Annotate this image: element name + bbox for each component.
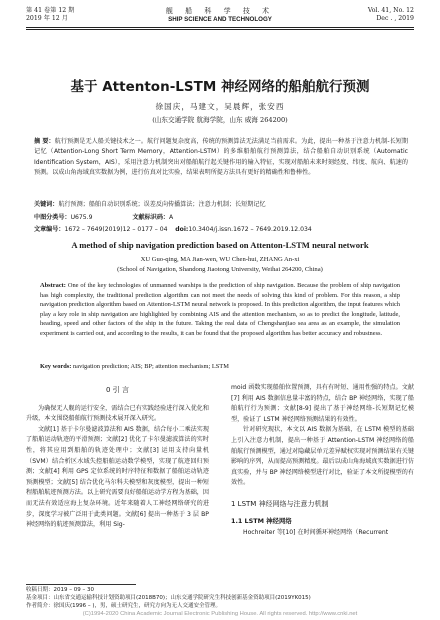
- body-column-right: [231, 383, 414, 539]
- date-cn: 2019 年 12 月: [26, 15, 68, 22]
- doi-value: 10.3404/j.issn.1672 – 7649.2019.12.034: [188, 226, 312, 233]
- abstract-cn-text: 航行预测是无人船关键技术之一。航行问题复杂度高，传统的预测算法无法满足当前需求。为此，提出一种基于注意力机制-长短期记忆（Attention-Long Short Term Memory，Attention-LSTM）的多维船舶航行预测算法，结合船舶自动识别系统（Automatic Identification System，AIS），采用注意力机制突出对船舶航行起关键作用的输入特征，实现对船舶未来时刻经度、纬度、航向、航速的预测。以成山角海域真实数据为例，进行仿真对比实验，结果表明所提方法具有更好的精确性和鲁棒性。: [34, 138, 408, 176]
- journal-name-cn: 舰 船 科 学 技 术: [165, 7, 275, 15]
- abstract-en-text: One of the key technologies of unmanned warships is the prediction of ship navigation. Because the problem of ship navigation has high complexity, the traditional prediction algorithm can not meet the needs of solving this kind of problem. For this reason, a ship navigation prediction algorithm based on Attention-LSTM neural network is proposed. In this prediction algorithm, the input features which play a key role in ship navigation are highlighted by combining AIS and the attention mechanism, so as to predict the longitude, latitude, heading, speed and other factors of the ship in the future. Taking the real data of Chengshanjiao sea area as an example, the simulation experiment is carried out, and according to the results, it can be found that the proposed algorithm has better accuracy and robustness.: [40, 282, 400, 337]
- classification-line: [34, 212, 173, 221]
- affiliation-cn: (山东交通学院 航海学院，山东 威海 264200): [152, 116, 288, 124]
- keywords-cn: [34, 200, 408, 210]
- volume-issue-cn: 第 41 卷第 12 期: [26, 7, 75, 14]
- header-center: [26, 7, 414, 24]
- keywords-cn-label: 关键词：: [34, 201, 59, 208]
- body-paragraph: moid 函数实现船舶位置预测，具有有时短、通用性强的特点。文献[7] 利用 AIS 数据信息量丰富的特点，结合 BP 神经网络，实现了船舶航行行为预测；文献[8-9] 提出了基于神经网络-长短期记忆模型，验证了 LSTM 神经网络预测结果的有效性。: [231, 384, 414, 423]
- section-1-heading: 1 LSTM 神经网络与注意力机制: [231, 499, 329, 508]
- doi-label: doi:: [175, 226, 189, 233]
- abstract-cn-label: 摘 要：: [34, 138, 55, 145]
- keywords-en-label: Key words:: [40, 363, 72, 370]
- volume-issue-en: Vol. 41, No. 12: [367, 7, 414, 14]
- footnote-fund: 基金项目：山东省交通运输科技计划资助项目(2018B70)；山东交通学院研究生科技创新基金资助项目(2019YK015): [26, 595, 311, 601]
- footnote-received: 收稿日期：2019 – 09 – 30: [26, 587, 94, 593]
- paper-title-cn: 基于 Attenton-LSTM 神经网络的船舶航行预测: [70, 79, 370, 95]
- article-number-line: [34, 224, 312, 233]
- doc-code-value: A: [169, 214, 174, 221]
- body-paragraph: Hochreiter 等[10] 在时间循环神经网络（Recurrent: [243, 529, 389, 537]
- date-en: Dec . , 2019: [376, 15, 414, 22]
- article-number-value: 1672 – 7649(2019)12 – 0177 – 04: [64, 226, 168, 233]
- header-rule-thin: [26, 29, 414, 30]
- affiliation-en: (School of Navigation, Shandong Jiaotong University, Weihai 264200, China): [117, 266, 323, 273]
- clc-value: U675.9: [70, 214, 93, 221]
- authors-cn: 徐国庆，马建文，吴晨辉，张安西: [155, 102, 285, 111]
- clc-label: 中图分类号：: [34, 214, 71, 221]
- abstract-en-label: Abstract:: [40, 282, 66, 289]
- body-paragraph: 针对研究现状，本文以 AIS 数据为基础，在 LSTM 模型的基础上引入注意力机制，提出一种基于 Attention-LSTM 神经网络的船舶航行预测模型，通过对隐藏层单元差异赋权实现对预测结果有关键影响的序列，从而提高预测精度。最后以成山角海域真实数据进行仿真实验，并与 BP 神经网络模型进行对比，验证了本文所提模型的有效性。: [231, 426, 414, 487]
- article-number-label: 文章编号：: [34, 226, 65, 233]
- doc-code-label: 文献标识码：: [132, 214, 170, 221]
- abstract-cn: [34, 137, 408, 178]
- body-paragraph: 文献[1] 基于卡尔曼滤波算法和 AIS 数据，结合每小二乘法实现了船舶运动轨迹的平滑预测；文献[2] 优化了卡尔曼滤波算法的实时性，将其应用到船舶的轨迹处理中；文献[3] 运用支持向量机（SVM）结合析区水域失控船舶运动数学模型，实现了航迹回归预测；文献[4] 利用 GPS 定位系统的时序特征和数据了船舶运动轨迹预测模型；文献[5] 结合优化马尔科夫模型和灰度模型，提出一种短程船舶航迹预测方法。以上研究需要良好船舶运动学方程为基础，因而无法有效适应海上复杂环境。近年来随着人工神经网络研究的进步，深度学习被广泛用于此类问题。文献[6] 提出一种基于 3 层 BP 神经网络的航迹预测算法，利用 Sig-: [26, 425, 209, 529]
- keywords-cn-text: 航行预测；船舶自动识别系统；误差反向传播算法；注意力机制；长短期记忆: [58, 201, 266, 208]
- header-rule-thick: [26, 27, 414, 28]
- header-right: [368, 7, 414, 23]
- authors-en: XU Guo-qing, MA Jian-wen, WU Chen-hui, ZHANG An-xi: [140, 256, 300, 263]
- paper-title-en: A method of ship navigation prediction based on Attenton-LSTM neural network: [71, 240, 369, 250]
- cnki-watermark: (C)1994-2020 China Academic Journal Electronic Publishing House. All rights reserved. http://www.cnki.net: [82, 611, 358, 617]
- keywords-en: [40, 363, 400, 370]
- body-paragraph: 为确保无人舰的运行安全，需结合已有实践经验进行深入优化和升级，本文围绕船舶航行预测技术展开深入研究。: [26, 404, 209, 423]
- subsection-1-1-heading: 1.1 LSTM 神经网络: [231, 516, 292, 525]
- journal-name-en: SHIP SCIENCE AND TECHNOLOGY: [168, 16, 272, 23]
- keywords-en-text: navigation prediction; AIS; BP; attention mechanism; LSTM: [73, 363, 229, 370]
- section-0-heading: 0 引 言: [106, 386, 129, 394]
- footnote-author: 作者简介：徐国庆(1996 – )，男，硕士研究生，研究方向为无人交通安全管理。: [26, 603, 222, 609]
- footnote-rule: [26, 584, 136, 585]
- abstract-en: [40, 281, 400, 338]
- body-column-left: [26, 383, 209, 531]
